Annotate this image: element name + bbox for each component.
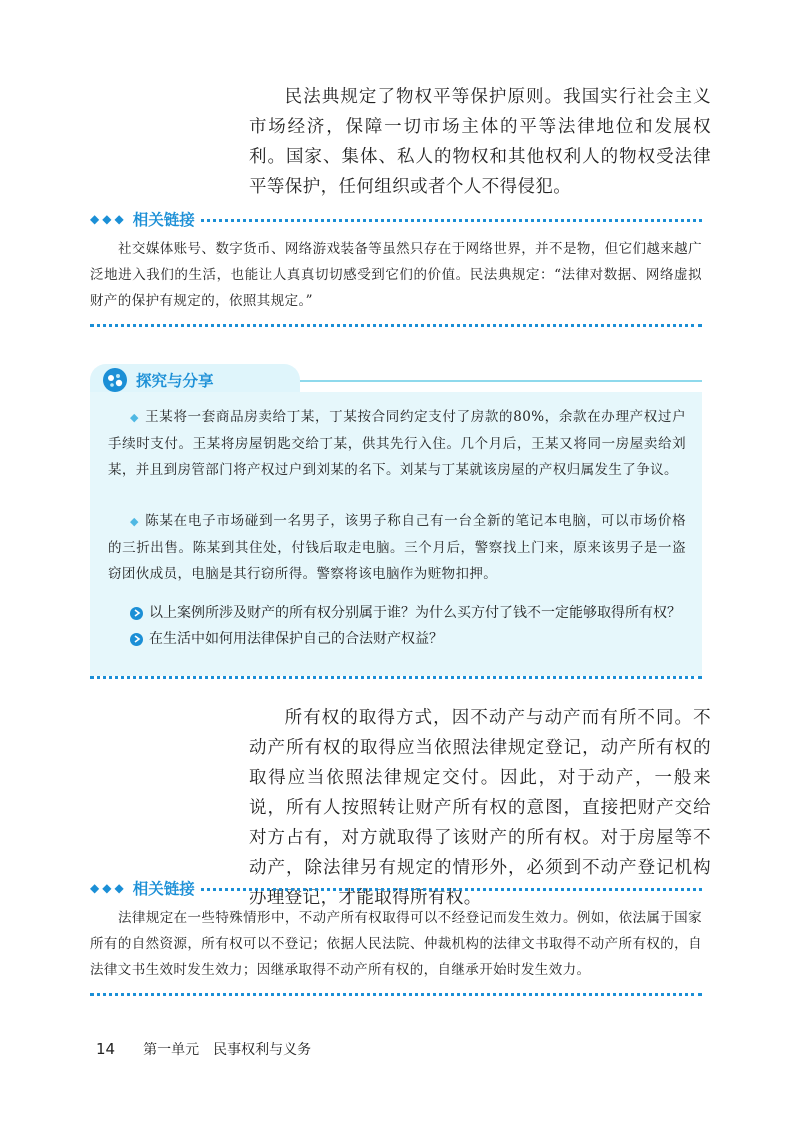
- unit-label: 第一单元: [143, 1042, 200, 1058]
- dotted-rule-bottom: [90, 324, 702, 327]
- related-link-title: 相关链接: [132, 211, 195, 229]
- diamond-bullet-icon: ◆: [130, 515, 140, 528]
- question-1: 以上案例所涉及财产的所有权分别属于谁？为什么买方付了钱不一定能够取得所有权？: [130, 602, 690, 624]
- body-paragraph-2: 所有权的取得方式，因不动产与动产而有所不同。不动产所有权的取得应当依照法律规定登记，动产所有权的取得应当依照法律规定交付。因此，对于动产，一般来说，所有人按照转让财产所有权的意图，直接把财产交给对方占有，对方就取得了该财产的所有权。对于房屋等不动产，除法律另有规定的情形外，必须到不动产登记机构办理登记，才能取得所有权。: [249, 708, 711, 908]
- diamond-bullets-icon: ◆◆◆: [90, 212, 127, 226]
- related-link-box-2: [90, 877, 702, 996]
- page-footer: [96, 1039, 311, 1059]
- diamond-bullets-icon: ◆◆◆: [90, 881, 127, 895]
- related-link-title: 相关链接: [132, 880, 195, 898]
- body-paragraph-1: 民法典规定了物权平等保护原则。我国实行社会主义市场经济，保障一切市场主体的平等法律地位和发展权利。国家、集体、私人的物权和其他权利人的物权受法律平等保护，任何组织或者个人不得侵犯。: [249, 87, 711, 197]
- explore-share-body: [90, 392, 702, 676]
- chapter-label: 民事权利与义务: [213, 1042, 312, 1058]
- related-link-text: 法律规定在一些特殊情形中，不动产所有权取得可以不经登记而发生效力。例如，依法属于国家所有的自然资源，所有权可以不登记；依据人民法院、仲裁机构的法律文书取得不动产所有权的，自法律文书生效时发生效力；因继承取得不动产所有权的，自继承开始时发生效力。: [90, 910, 702, 978]
- related-link-header: [90, 877, 702, 899]
- explore-share-panel: [90, 364, 702, 676]
- case-1: ◆ 王某将一套商品房卖给丁某，丁某按合同约定支付了房款的80%，余款在办理产权过户手续时支付。王某将房屋钥匙交给丁某，供其先行入住。几个月后，王某又将同一房屋卖给刘某，并且到房管部门将产权过户到刘某的名下。刘某与丁某就该房屋的产权归属发生了争议。: [108, 409, 686, 478]
- arrow-bullet-icon: [130, 607, 143, 620]
- dotted-rule: [201, 888, 702, 891]
- page-number: 14: [96, 1040, 116, 1058]
- related-link-text: 社交媒体账号、数字货币、网络游戏装备等虽然只存在于网络世界，并不是物，但它们越来越广泛地进入我们的生活，也能让人真真切切感受到它们的价值。民法典规定：“法律对数据、网络虚拟财产的保护有规定的，依照其规定。”: [90, 241, 702, 309]
- related-link-box-1: [90, 208, 702, 327]
- arrow-bullet-icon: [130, 633, 143, 646]
- explore-icon: [102, 367, 128, 393]
- dotted-rule-bottom: [90, 676, 702, 679]
- diamond-bullet-icon: ◆: [130, 411, 140, 424]
- dotted-rule: [201, 219, 702, 222]
- dotted-rule-bottom: [90, 993, 702, 996]
- case-2: ◆ 陈某在电子市场碰到一名男子，该男子称自己有一台全新的笔记本电脑，可以市场价格的三折出售。陈某到其住处，付钱后取走电脑。三个月后，警察找上门来，原来该男子是一盗窃团伙成员，电脑是其行窃所得。警察将该电脑作为赃物扣押。: [108, 513, 686, 582]
- question-2: 在生活中如何用法律保护自己的合法财产权益？: [130, 628, 690, 650]
- explore-share-title: 探究与分享: [136, 372, 214, 390]
- related-link-header: [90, 208, 702, 230]
